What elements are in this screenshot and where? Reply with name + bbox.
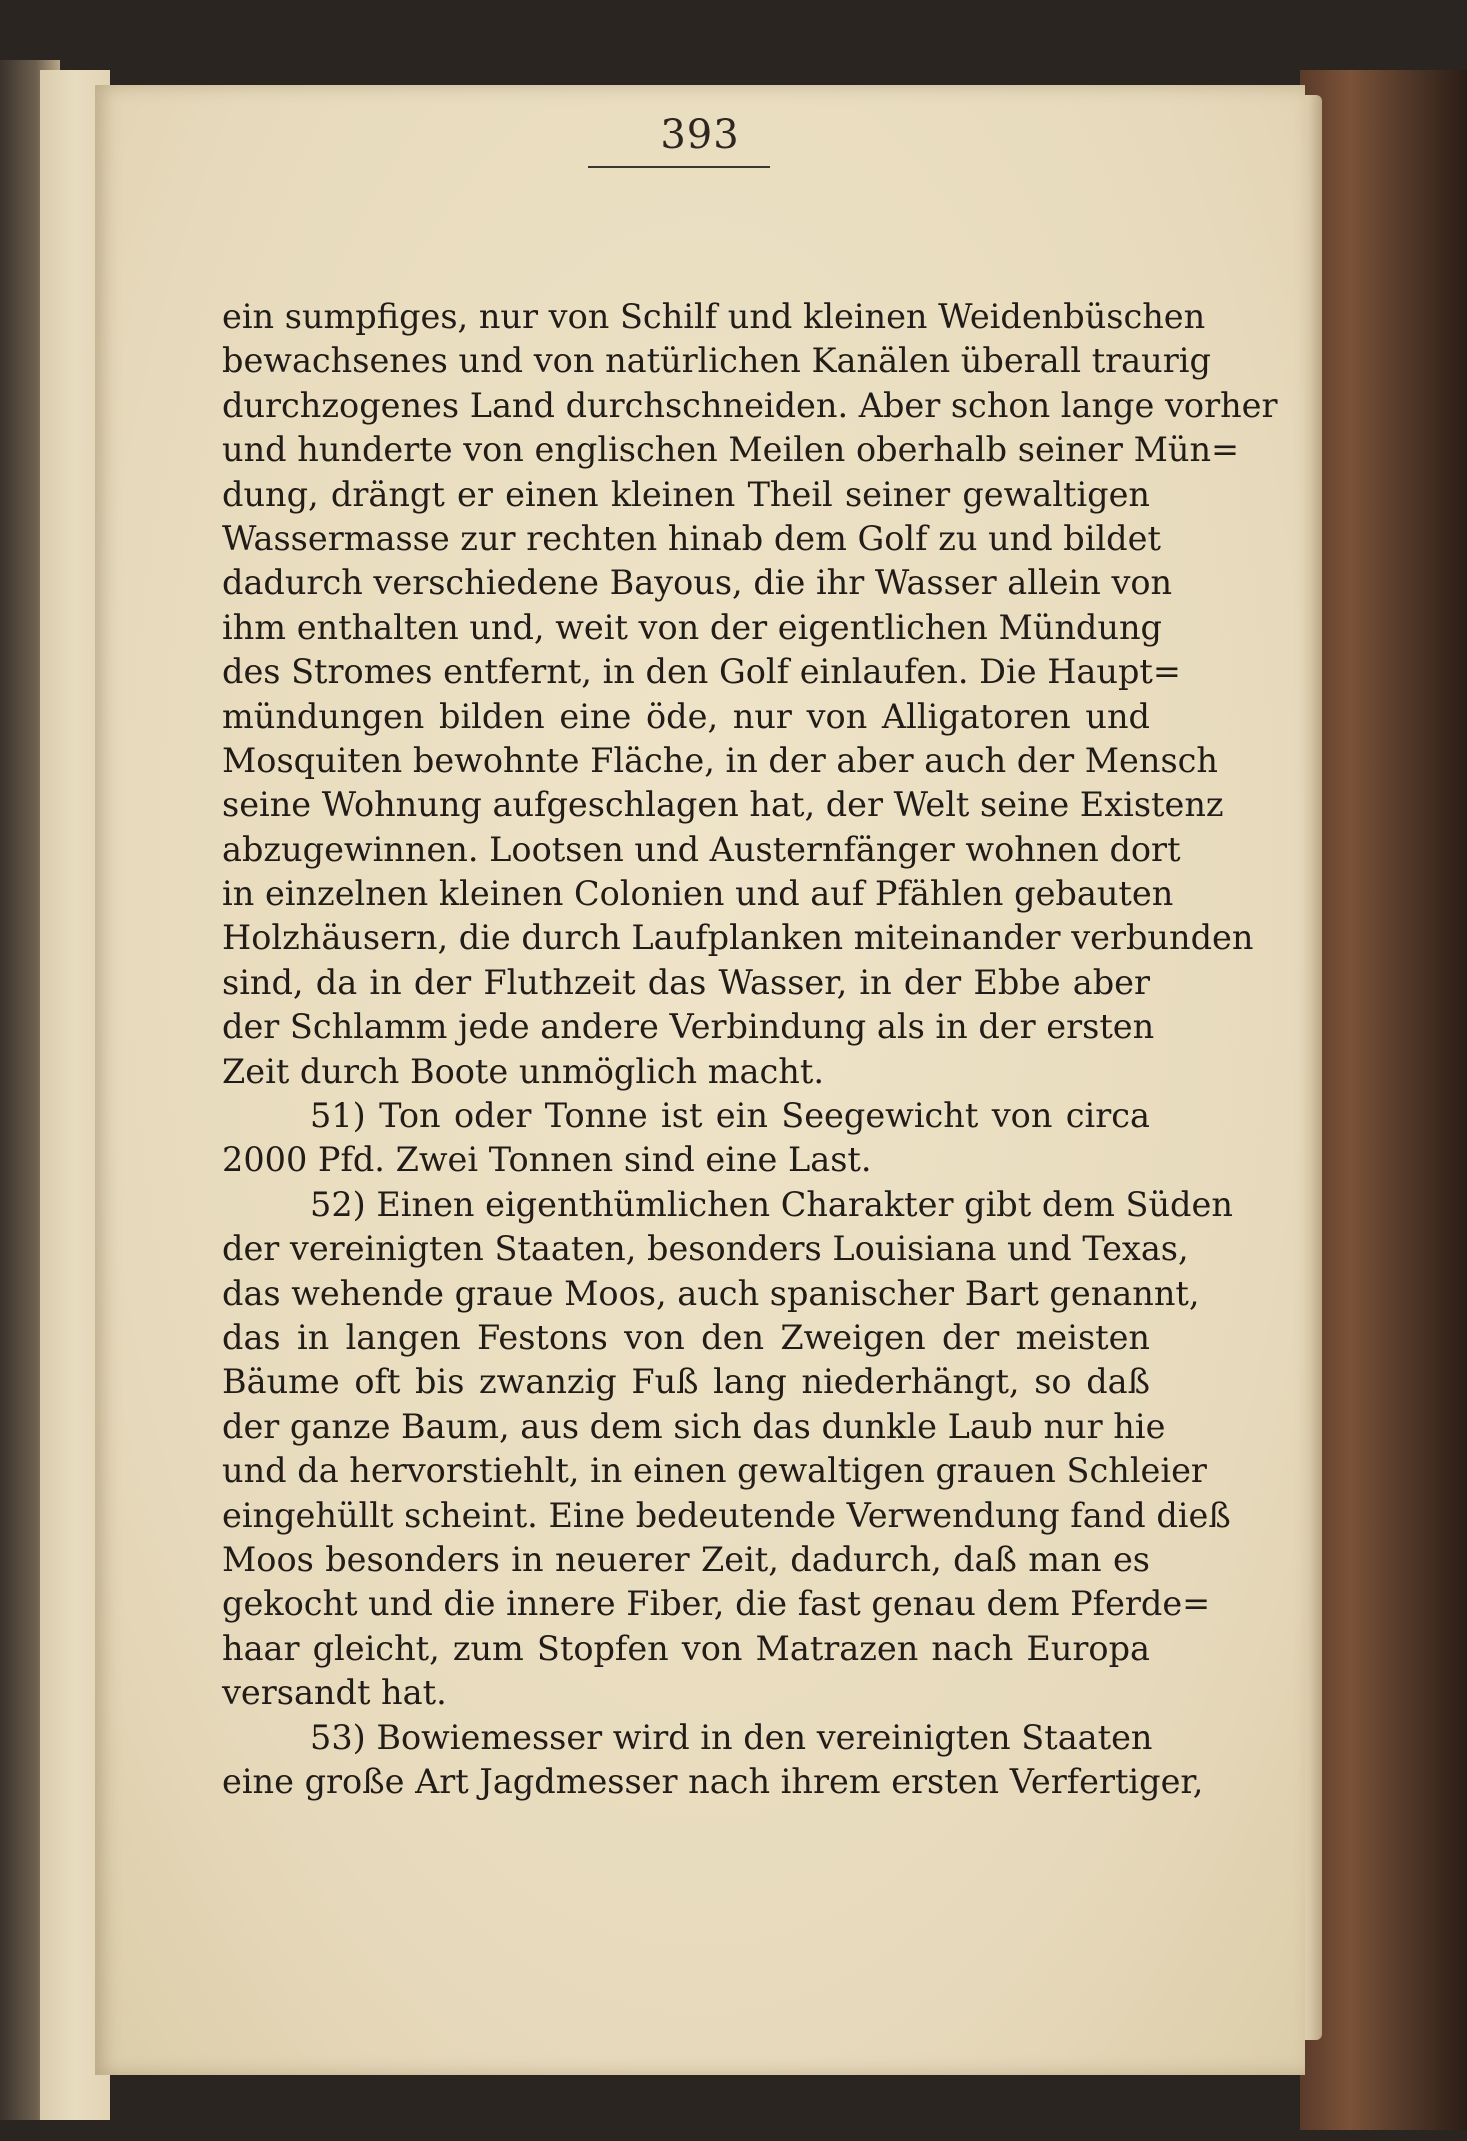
text-line: abzugewinnen. Lootsen und Austernfänger wohnen dort: [222, 829, 1181, 869]
page-number: 393: [660, 112, 740, 158]
text-line: bewachsenes und von natürlichen Kanälen überall traurig: [222, 341, 1211, 381]
text-line: dadurch verschiedene Bayous, die ihr Wasser allein von: [222, 563, 1173, 603]
text-line: das in langen Festons von den Zweigen der meisten: [222, 1317, 1150, 1357]
text-line: eine große Art Jagdmesser nach ihrem ersten Verfertiger,: [222, 1761, 1204, 1801]
text-line: Moos besonders in neuerer Zeit, dadurch, daß man es: [222, 1539, 1150, 1579]
header-rule: [588, 166, 770, 168]
text-line: und da hervorstiehlt, in einen gewaltigen grauen Schleier: [222, 1451, 1207, 1491]
note-51-line: 51) Ton oder Tonne ist ein Seegewicht von circa: [310, 1096, 1150, 1136]
text-line: gekocht und die innere Fiber, die fast genau dem Pferde=: [222, 1584, 1211, 1624]
body-text: [222, 295, 1278, 1804]
text-line: mündungen bilden eine öde, nur von Alligatoren und: [222, 696, 1150, 736]
text-line: durchzogenes Land durchschneiden. Aber schon lange vorher: [222, 385, 1278, 425]
text-line: des Stromes entfernt, in den Golf einlaufen. Die Haupt=: [222, 652, 1181, 692]
text-line: der vereinigten Staaten, besonders Louisiana und Texas,: [222, 1229, 1189, 1269]
text-line: Zeit durch Boote unmöglich macht.: [222, 1051, 824, 1091]
note-52-line: 52) Einen eigenthümlichen Charakter gibt dem Süden: [310, 1184, 1233, 1224]
text-line: Mosquiten bewohnte Fläche, in der aber auch der Mensch: [222, 740, 1218, 780]
note-53-line: 53) Bowiemesser wird in den vereinigten Staaten: [310, 1717, 1153, 1757]
text-line: seine Wohnung aufgeschlagen hat, der Welt seine Existenz: [222, 785, 1224, 825]
text-line: ein sumpfiges, nur von Schilf und kleinen Weidenbüschen: [222, 297, 1206, 336]
text-line: und hunderte von englischen Meilen oberhalb seiner Mün=: [222, 430, 1240, 470]
text-line: der ganze Baum, aus dem sich das dunkle Laub nur hie: [222, 1406, 1166, 1446]
text-line: 2000 Pfd. Zwei Tonnen sind eine Last.: [222, 1140, 872, 1180]
text-line: dung, drängt er einen kleinen Theil seiner gewaltigen: [222, 474, 1150, 514]
text-line: Wassermasse zur rechten hinab dem Golf zu und bildet: [222, 518, 1161, 558]
text-line: in einzelnen kleinen Colonien und auf Pfählen gebauten: [222, 874, 1174, 914]
text-line: versandt hat.: [222, 1673, 447, 1713]
text-line: Holzhäusern, die durch Laufplanken miteinander verbunden: [222, 918, 1254, 958]
text-line: eingehüllt scheint. Eine bedeutende Verwendung fand dieß: [222, 1495, 1231, 1535]
text-line: der Schlamm jede andere Verbindung als in der ersten: [222, 1007, 1155, 1047]
text-line: haar gleicht, zum Stopfen von Matrazen nach Europa: [222, 1628, 1150, 1668]
text-line: das wehende graue Moos, auch spanischer Bart genannt,: [222, 1273, 1200, 1313]
book-cover-right: [1300, 70, 1467, 2130]
text-line: ihm enthalten und, weit von der eigentlichen Mündung: [222, 607, 1162, 647]
text-line: Bäume oft bis zwanzig Fuß lang niederhängt, so daß: [222, 1362, 1150, 1402]
text-line: sind, da in der Fluthzeit das Wasser, in der Ebbe aber: [222, 962, 1150, 1002]
